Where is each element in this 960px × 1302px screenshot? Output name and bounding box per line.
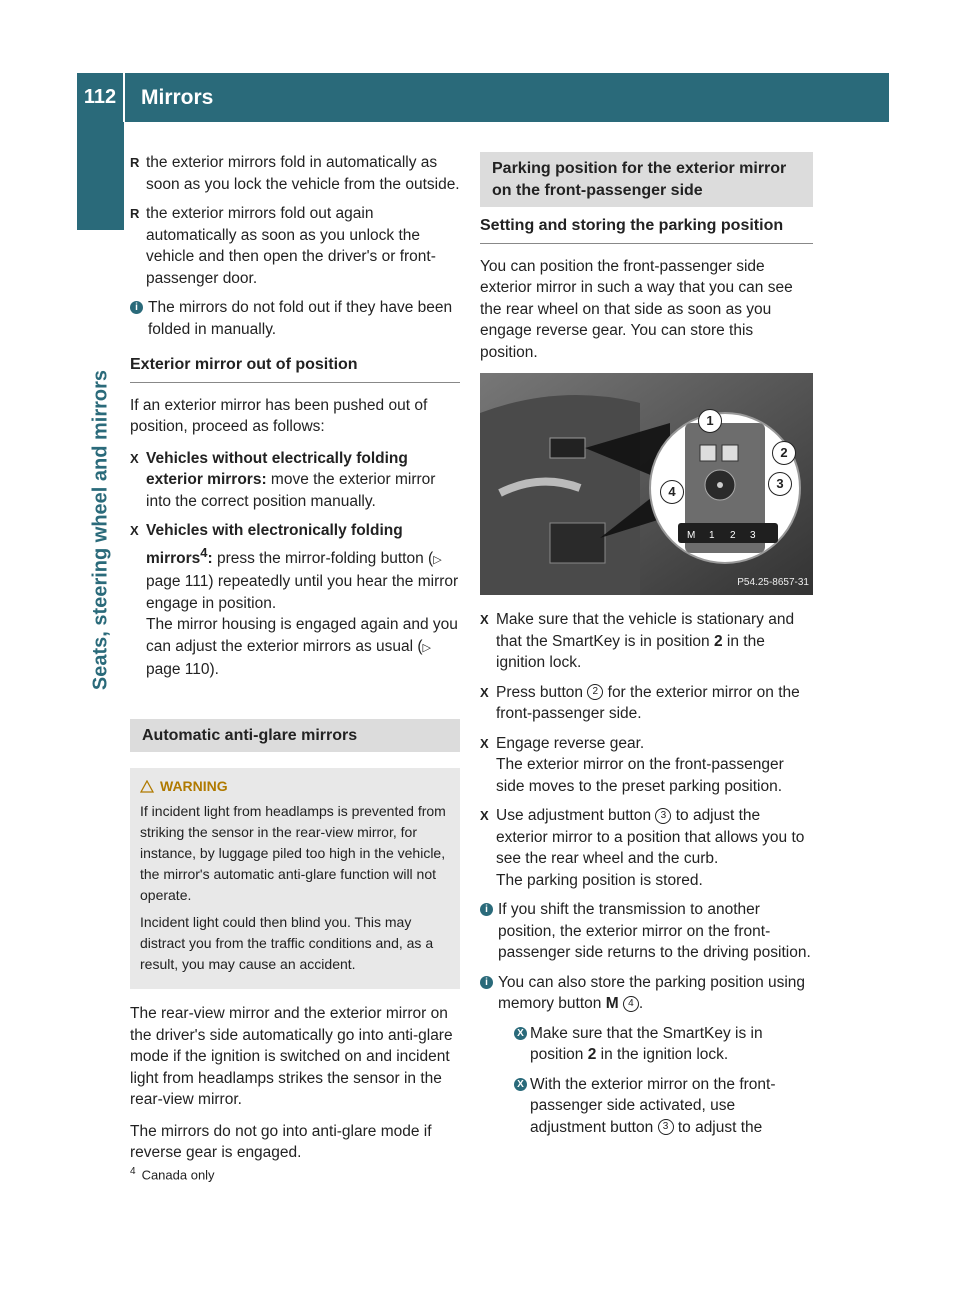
step-text: for the exterior mirror on the front-passenger side. — [496, 683, 800, 722]
bullet-marker: R — [130, 206, 140, 221]
figure-button-3: 3 — [750, 530, 756, 541]
step-bold: Vehicles with electronically folding mirrors — [146, 522, 403, 567]
box-heading: Parking position for the exterior mirror on the front-passenger side — [480, 152, 813, 207]
info-note — [480, 972, 813, 1139]
box-heading: Automatic anti-glare mirrors — [130, 719, 460, 753]
warning-triangle-icon — [140, 780, 154, 793]
figure-button-2: 2 — [730, 530, 736, 541]
step-result: The parking position is stored. — [496, 871, 703, 889]
step-marker: X — [480, 735, 489, 751]
step-item — [514, 1023, 813, 1066]
button-ref-3: 3 — [655, 808, 671, 824]
bullet-text: the exterior mirrors fold in automatically as soon as you lock the vehicle from the outside. — [146, 154, 460, 193]
step-text: move the exterior mirror into the correct position manually. — [146, 471, 436, 510]
section-heading: Setting and storing the parking position — [480, 215, 813, 244]
position-value: 2 — [713, 632, 723, 650]
step-text: Engage reverse gear. — [496, 734, 645, 752]
step-text: to adjust the exterior mirror to a position that allows you to see the rear wheel and the curb. — [496, 807, 805, 867]
page-ref-arrow-icon: ▷ — [422, 641, 431, 654]
side-section-label — [77, 250, 124, 810]
section-heading: Exterior mirror out of position — [130, 354, 460, 383]
step-marker: X — [480, 808, 489, 823]
step-item — [514, 1074, 813, 1139]
step-item — [480, 733, 813, 798]
sub-steps — [498, 1023, 813, 1139]
step-item — [130, 448, 460, 513]
step-result: The exterior mirror on the front-passenger side moves to the preset parking position. — [496, 756, 784, 795]
bullet-item — [130, 203, 460, 289]
callout-1: 1 — [698, 409, 722, 433]
footnote-ref: 4 — [200, 544, 208, 560]
bullet-marker: R — [130, 155, 140, 170]
paragraph: The rear-view mirror and the exterior mirror on the driver's side automatically go into anti-glare mode if the ignition is switched on and incident light from headlamps strikes the sensor in the rear-view mirror. — [130, 1005, 453, 1109]
position-value: 2 — [587, 1046, 597, 1063]
step-result: The mirror housing is engaged again and you can adjust the exterior mirrors as usual ( — [146, 616, 458, 655]
door-panel-illustration — [480, 373, 813, 595]
step-marker: X — [480, 612, 489, 627]
step-marker: X — [130, 523, 139, 538]
bullet-text: the exterior mirrors fold out again automatically as soon as you unlock the vehicle and then open the driver's or front-passenger door. — [146, 205, 436, 287]
step-marker: X — [480, 684, 489, 700]
step-colon: : — [207, 549, 213, 567]
button-ref-3: 3 — [658, 1119, 674, 1135]
step-text: in the ignition lock. — [596, 1046, 729, 1063]
info-note — [480, 899, 813, 964]
callout-4: 4 — [660, 480, 684, 504]
step-text: press the mirror-folding button ( — [212, 549, 434, 567]
paragraph: The mirrors do not go into anti-glare mode if reverse gear is engaged. — [130, 1122, 432, 1162]
info-icon: i — [480, 976, 493, 989]
warning-box — [130, 768, 460, 989]
info-icon: i — [130, 301, 143, 314]
callout-2: 2 — [772, 441, 796, 465]
step-text: Press button — [496, 683, 588, 701]
step-text: Make sure that the SmartKey is in position — [530, 1024, 763, 1063]
footnote-text: Canada only — [141, 1167, 215, 1183]
button-ref-2: 2 — [587, 684, 603, 700]
footnote-mark: 4 — [130, 1166, 136, 1177]
right-column — [480, 152, 813, 1146]
info-text: The mirrors do not fold out if they have been folded in manually. — [148, 299, 453, 338]
step-item — [130, 520, 460, 681]
callout-3: 3 — [768, 472, 792, 496]
step-item — [480, 609, 813, 674]
warning-text: Incident light could then blind you. This may distract you from the traffic conditions and, as a result, you may cause an accident. — [140, 914, 434, 973]
step-item — [480, 682, 813, 725]
step-item — [480, 805, 813, 891]
info-text: You can also store the parking position using memory button — [498, 973, 806, 1012]
step-text: to adjust the — [673, 1118, 763, 1136]
figure-button-1: 1 — [709, 530, 715, 541]
footnote — [130, 1166, 215, 1182]
paragraph: You can position the front-passenger side exterior mirror in such a way that you can see the rear wheel on that side as soon as you engage reverse gear. You can store this position. — [480, 257, 793, 361]
info-note — [130, 297, 460, 340]
warning-text: If incident light from headlamps is prevented from striking the sensor in the rear-view mirror, for instance, by luggage piled too high in the vehicle, the mirror's automatic anti-glare function will not operate. — [140, 803, 446, 904]
left-column — [130, 152, 460, 1174]
page-ref-arrow-icon: ▷ — [433, 553, 442, 566]
paragraph: If an exterior mirror has been pushed out of position, proceed as follows: — [130, 396, 428, 435]
page-ref[interactable]: page 110). — [146, 661, 219, 679]
step-bold: Vehicles without electrically folding exterior mirrors: — [146, 449, 408, 488]
info-text: If you shift the transmission to another position, the exterior mirror on the front-passenger side returns to the driving position. — [498, 901, 811, 961]
step-text: Use adjustment button — [496, 807, 656, 824]
door-controls-figure — [480, 373, 813, 595]
step-text: in the ignition lock. — [496, 632, 765, 671]
button-ref-4: 4 — [623, 996, 639, 1012]
step-text: Make sure that the vehicle is stationary and that the SmartKey is in position — [496, 611, 795, 650]
chapter-title: Mirrors — [141, 85, 214, 109]
page-header — [77, 73, 889, 122]
step-text: With the exterior mirror on the front-passenger side activated, use adjustment button — [530, 1075, 776, 1136]
figure-button-m: M — [687, 530, 696, 541]
side-tab — [77, 122, 124, 230]
warning-title — [140, 776, 450, 797]
info-icon: i — [480, 903, 493, 916]
step-marker: X — [514, 1078, 527, 1091]
figure-code: P54.25-8657-31 — [737, 576, 809, 588]
page-ref[interactable]: page 111) repeatedly until you hear the mirror engage in position. — [146, 573, 459, 612]
warning-label: WARNING — [160, 778, 228, 795]
info-text: . — [638, 995, 644, 1012]
side-section-text: Seats, steering wheel and mirrors — [89, 369, 111, 691]
step-marker: X — [514, 1027, 527, 1040]
memory-button-label: M — [605, 995, 619, 1012]
bullet-item — [130, 152, 460, 195]
step-marker: X — [130, 450, 139, 466]
page-number: 112 — [77, 73, 125, 122]
